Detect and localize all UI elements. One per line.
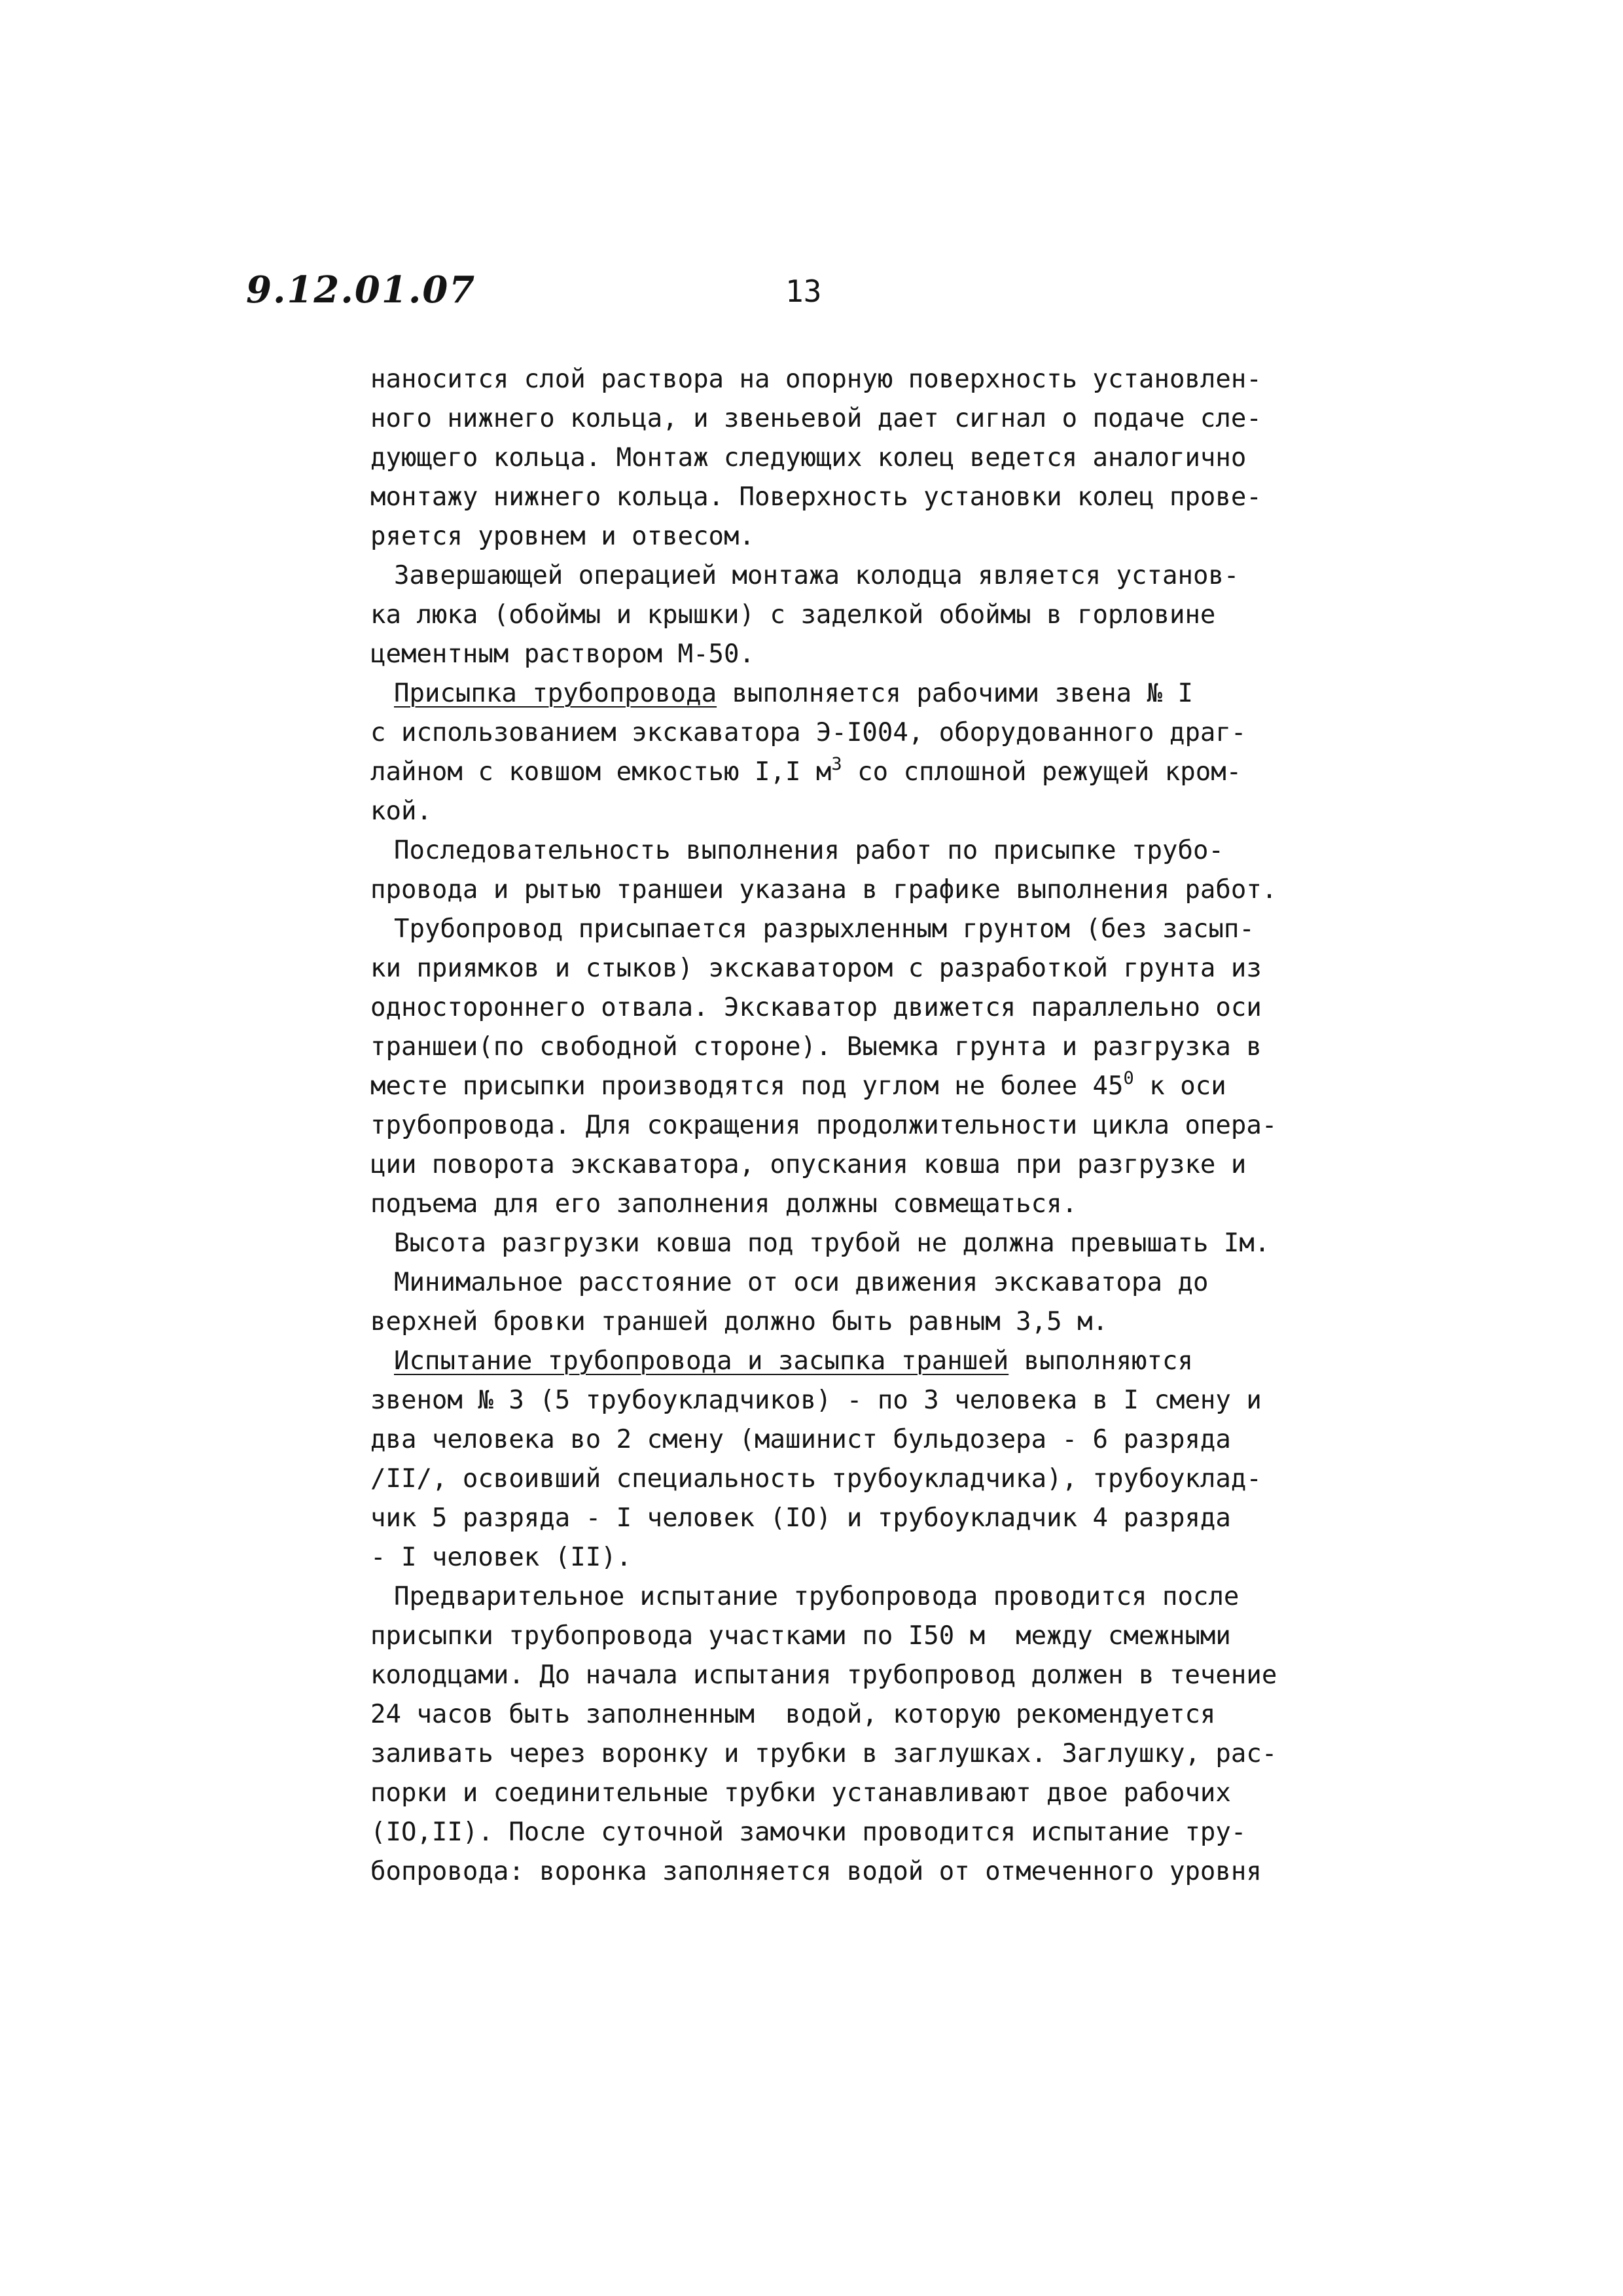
page-number: 13 bbox=[785, 274, 822, 309]
text-line: провода и рытью траншеи указана в графике выполнения работ. bbox=[370, 875, 1277, 905]
text-line: ки приямков и стыков) экскаватором с разработкой грунта из bbox=[370, 954, 1262, 983]
text-line: - I человек (II). bbox=[370, 1543, 632, 1572]
text-line: цементным раствором М-50. bbox=[370, 639, 755, 669]
text-line: колодцами. До начала испытания трубопровод должен в течение bbox=[370, 1660, 1277, 1690]
text-segment: к оси bbox=[1133, 1071, 1226, 1101]
text-line: наносится слой раствора на опорную поверхность установлен- bbox=[370, 365, 1262, 394]
text-line: подъема для его заполнения должны совмещаться. bbox=[370, 1189, 1078, 1219]
text-line: порки и соединительные трубки устанавливают двое рабочих bbox=[370, 1778, 1231, 1808]
text-line: Трубопровод присыпается разрыхленным грунтом (без засып- bbox=[394, 914, 1255, 944]
text-line: Последовательность выполнения работ по присыпке трубо- bbox=[394, 836, 1224, 865]
text-line: с использованием экскаватора Э-I004, оборудованного драг- bbox=[370, 718, 1247, 747]
text-line: ка люка (обоймы и крышки) с заделкой обоймы в горловине bbox=[370, 600, 1216, 630]
text-line: ного нижнего кольца, и звеньевой дает сигнал о подаче сле- bbox=[370, 404, 1262, 433]
text-line bbox=[370, 754, 1242, 787]
text-line: траншеи(по свободной стороне). Выемка грунта и разгрузка в bbox=[370, 1032, 1262, 1062]
text-line bbox=[370, 1068, 1226, 1101]
text-segment: выполняется рабочими звена № I bbox=[717, 679, 1193, 708]
text-segment: со сплошной режущей кром- bbox=[842, 757, 1242, 787]
text-line: заливать через воронку и трубки в заглушках. Заглушку, рас- bbox=[370, 1739, 1277, 1768]
text-line: /II/, освоивший специальность трубоукладчика), трубоуклад- bbox=[370, 1464, 1262, 1494]
text-line: кой. bbox=[370, 797, 432, 826]
superscript: 3 bbox=[831, 754, 842, 774]
text-line: чик 5 разряда - I человек (IO) и трубоукладчик 4 разряда bbox=[370, 1503, 1231, 1533]
text-line: верхней бровки траншей должно быть равным 3,5 м. bbox=[370, 1307, 1109, 1336]
text-segment: лайном с ковшом емкостью I,I м bbox=[370, 757, 832, 787]
text-line: два человека во 2 смену (машинист бульдозера - 6 разряда bbox=[370, 1425, 1231, 1454]
text-line: присыпки трубопровода участками по I50 м между смежными bbox=[370, 1621, 1231, 1651]
section-heading: Присыпка трубопровода bbox=[394, 679, 717, 708]
text-line bbox=[394, 681, 1193, 706]
superscript: 0 bbox=[1123, 1068, 1134, 1088]
text-line: дующего кольца. Монтаж следующих колец ведется аналогично bbox=[370, 443, 1247, 473]
document-code: 9.12.01.07 bbox=[246, 268, 476, 312]
text-line: трубопровода. Для сокращения продолжительности цикла опера- bbox=[370, 1111, 1277, 1140]
text-segment: месте присыпки производятся под углом не более 45 bbox=[370, 1071, 1124, 1101]
text-line: одностороннего отвала. Экскаватор движется параллельно оси bbox=[370, 993, 1262, 1022]
text-line: монтажу нижнего кольца. Поверхность установки колец прове- bbox=[370, 482, 1262, 512]
text-line: бопровода: воронка заполняется водой от отмеченного уровня bbox=[370, 1857, 1262, 1886]
text-line: Высота разгрузки ковша под трубой не должна превышать Iм. bbox=[394, 1229, 1270, 1258]
text-line: звеном № 3 (5 трубоукладчиков) - по 3 человека в I смену и bbox=[370, 1386, 1262, 1415]
text-segment: выполняются bbox=[1008, 1346, 1193, 1376]
text-line: Минимальное расстояние от оси движения экскаватора до bbox=[394, 1268, 1209, 1297]
text-line: (IO,II). После суточной замочки проводится испытание тру- bbox=[370, 1818, 1247, 1847]
text-line: ряется уровнем и отвесом. bbox=[370, 522, 755, 551]
section-heading: Испытание трубопровода и засыпка траншей bbox=[394, 1346, 1009, 1376]
text-line: Завершающей операцией монтажа колодца является установ- bbox=[394, 561, 1240, 590]
text-line: Предварительное испытание трубопровода проводится после bbox=[394, 1582, 1240, 1611]
text-line: ции поворота экскаватора, опускания ковша при разгрузке и bbox=[370, 1150, 1247, 1179]
text-line bbox=[394, 1348, 1193, 1374]
text-line: 24 часов быть заполненным водой, которую рекомендуется bbox=[370, 1700, 1216, 1729]
